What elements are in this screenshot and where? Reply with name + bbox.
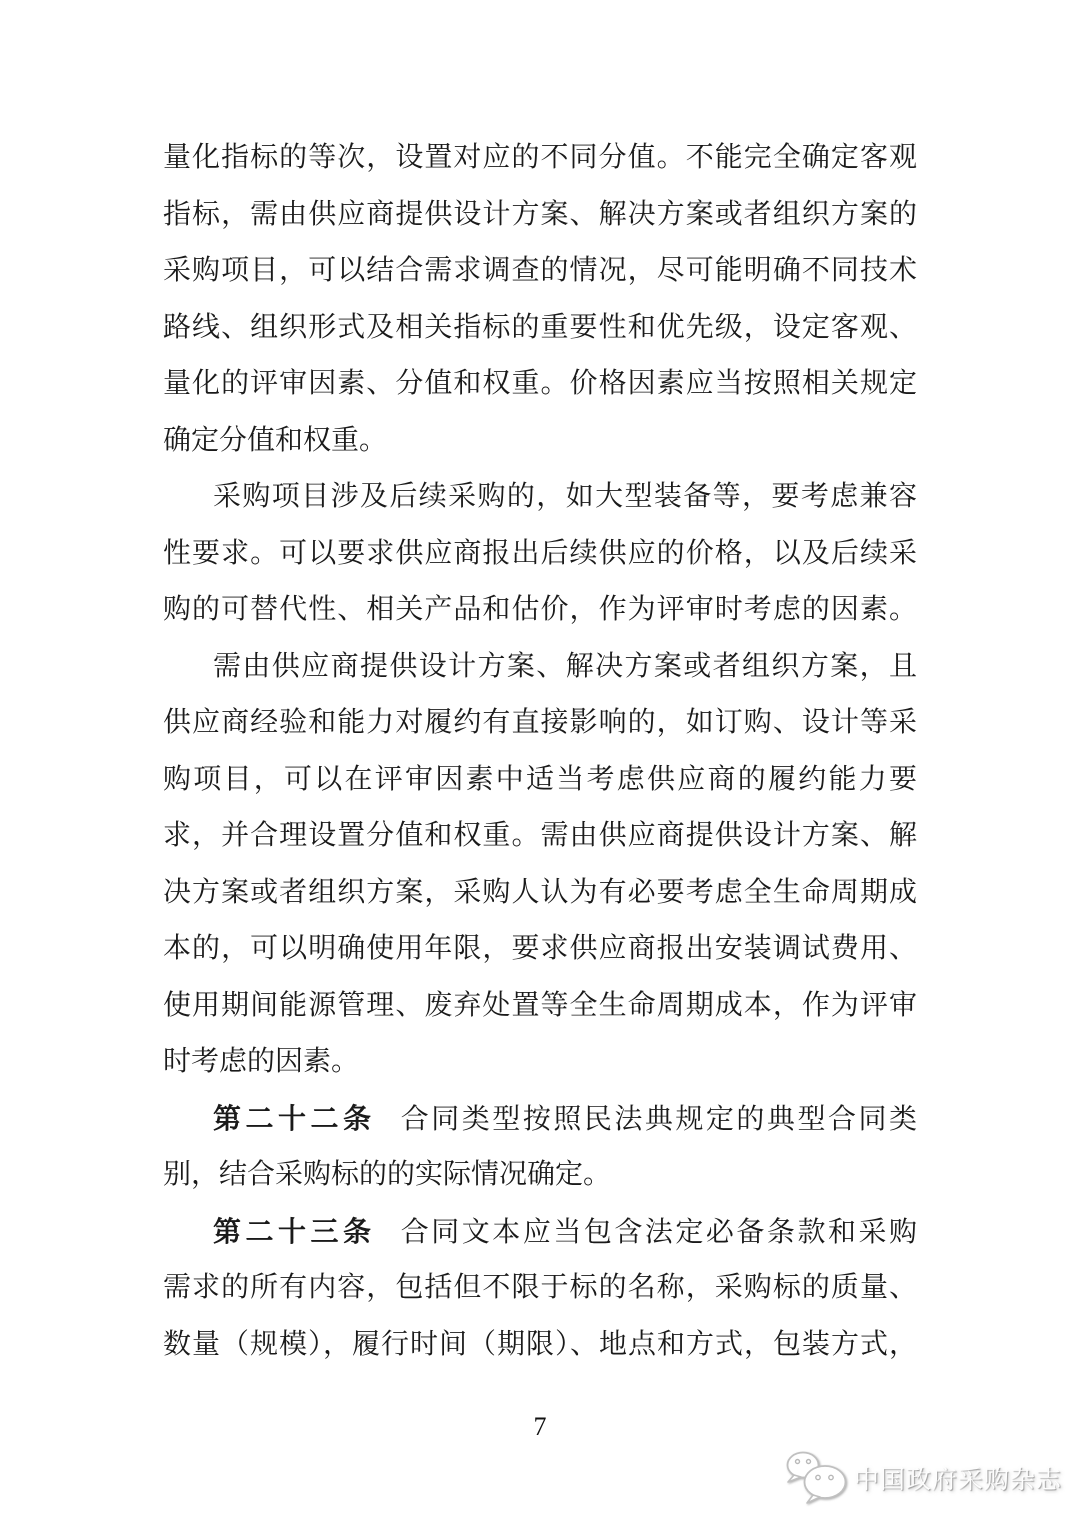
- text-line: 确定分值和权重。: [163, 424, 388, 456]
- text-line: 别，结合采购标的的实际情况确定。: [163, 1159, 612, 1190]
- text-line: 指标，需由供应商提供设计方案、解决方案或者组织方案的: [163, 198, 917, 230]
- document-body: [163, 130, 917, 1373]
- text-line: 数量（规模），履行时间（期限）、地点和方式，包装方式，: [163, 1328, 917, 1360]
- wechat-icon: [784, 1450, 848, 1506]
- text-line: 第二十二条 合同类型按照民法典规定的典型合同类: [213, 1102, 917, 1135]
- text-line: 决方案或者组织方案，采购人认为有必要考虑全生命周期成: [163, 876, 917, 908]
- text-line: 采购项目涉及后续采购的，如大型装备等，要考虑兼容: [213, 481, 917, 512]
- page-number: 7: [533, 1412, 547, 1441]
- text-line: 采购项目，可以结合需求调查的情况，尽可能明确不同技术: [163, 255, 917, 286]
- article-number: 第二十二条: [213, 1102, 376, 1134]
- text-line: 求，并合理设置分值和权重。需由供应商提供设计方案、解: [163, 820, 917, 851]
- text-line: 时考虑的因素。: [163, 1046, 360, 1077]
- text-line: 第二十三条 合同文本应当包含法定必备条款和采购: [213, 1215, 917, 1248]
- article-number: 第二十三条: [213, 1215, 376, 1247]
- watermark: [784, 1449, 1062, 1507]
- text-line: 本的，可以明确使用年限，要求供应商报出安装调试费用、: [163, 933, 917, 964]
- text-line: 使用期间能源管理、废弃处置等全生命周期成本，作为评审: [163, 989, 917, 1021]
- watermark-text: 中国政府采购杂志: [854, 1466, 1063, 1494]
- text-line: 需由供应商提供设计方案、解决方案或者组织方案，且: [213, 650, 917, 682]
- text-line: 量化指标的等次，设置对应的不同分值。不能完全确定客观: [163, 142, 917, 173]
- text-line: 需求的所有内容，包括但不限于标的名称，采购标的质量、: [163, 1272, 917, 1303]
- text-line: 量化的评审因素、分值和权重。价格因素应当按照相关规定: [163, 368, 917, 399]
- text-line: 购项目，可以在评审因素中适当考虑供应商的履约能力要: [163, 763, 917, 795]
- text-line: 购的可替代性、相关产品和估价，作为评审时考虑的因素。: [163, 594, 917, 625]
- text-line: 性要求。可以要求供应商报出后续供应的价格，以及后续采: [163, 537, 917, 569]
- text-line: 供应商经验和能力对履约有直接影响的，如订购、设计等采: [163, 707, 917, 738]
- text-line: 路线、组织形式及相关指标的重要性和优先级，设定客观、: [163, 311, 917, 343]
